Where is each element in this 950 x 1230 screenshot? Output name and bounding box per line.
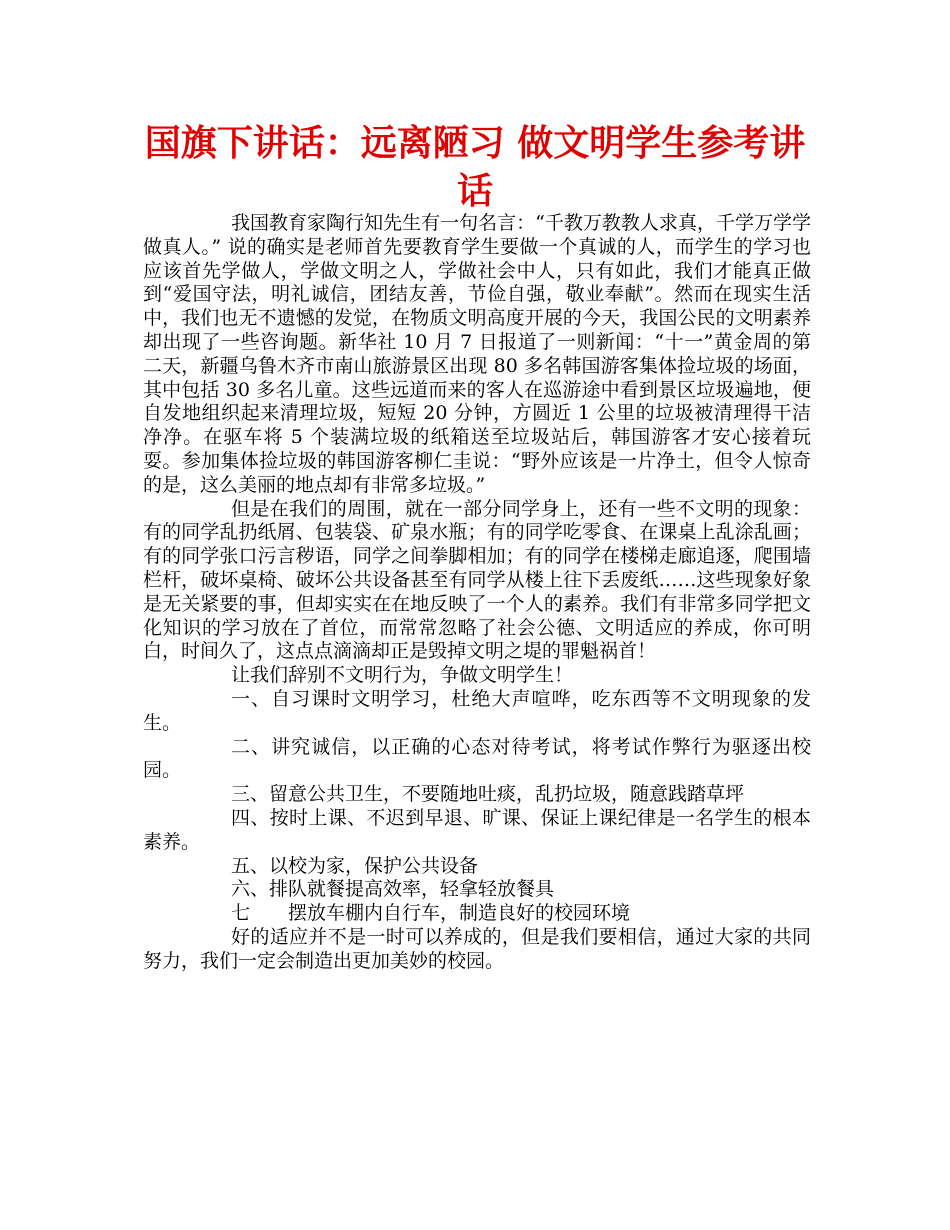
body-paragraph: 二、讲究诚信，以正确的心态对待考试，将考试作弊行为驱逐出校园。 (143, 735, 811, 782)
body-paragraph: 但是在我们的周围，就在一部分同学身上，还有一些不文明的现象：有的同学乱扔纸屑、包装袋、矿泉水瓶；有的同学吃零食、在课桌上乱涂乱画；有的同学张口污言秽语，同学之间拳脚相加；有的同学在楼梯走廊追逐，爬围墙栏杆，破坏桌椅、破坏公共设备甚至有同学从楼上往下丢废纸……这些现象好象是无关紧要的事，但却实实在在地反映了一个人的素养。我们有非常多同学把文化知识的学习放在了首位，而常常忽略了社会公德、文明适应的养成，你可明白，时间久了，这点点滴滴却正是毁掉文明之堤的罪魁祸首！ (143, 497, 811, 663)
body-paragraph: 好的适应并不是一时可以养成的，但是我们要相信，通过大家的共同努力，我们一定会制造出更加美妙的校园。 (143, 925, 811, 972)
body-paragraph: 四、按时上课、不迟到早退、旷课、保证上课纪律是一名学生的根本素养。 (143, 806, 811, 853)
body-paragraph: 我国教育家陶行知先生有一句名言：“千教万教教人求真，千学万学学做真人。” 说的确实是老师首先要教育学生要做一个真诚的人，而学生的学习也应该首先学做人，学做文明之人，学做社会中人，只有如此，我们才能真正做到“爱国守法，明礼诚信，团结友善，节俭自强，敬业奉献”。然而在现实生活中，我们也无不遗憾的发觉，在物质文明高度开展的今天，我国公民的文明素养却出现了一些咨询题。新华社 10 月 7 日报道了一则新闻：“十一”黄金周的第二天，新疆乌鲁木齐市南山旅游景区出现 80 多名韩国游客集体捡垃圾的场面，其中包括 30 多名儿童。这些远道而来的客人在巡游途中看到景区垃圾遍地，便自发地组织起来清理垃圾，短短 20 分钟，方圆近 1 公里的垃圾被清理得干洁净净。在驱车将 5 个装满垃圾的纸箱送至垃圾站后，韩国游客才安心接着玩耍。参加集体捡垃圾的韩国游客柳仁圭说：“野外应该是一片净土，但令人惊奇的是，这么美丽的地点却有非常多垃圾。” (143, 212, 811, 496)
body-paragraph: 三、留意公共卫生，不要随地吐痰，乱扔垃圾，随意践踏草坪 (231, 783, 745, 806)
body-paragraph: 七 摆放车棚内自行车，制造良好的校园环境 (231, 902, 631, 925)
body-paragraph: 五、以校为家，保护公共设备 (231, 854, 479, 877)
body-paragraph: 六、排队就餐提高效率，轻拿轻放餐具 (231, 878, 555, 901)
document-title: 国旗下讲话：远离陋习 做文明学生参考讲话 (144, 123, 806, 212)
document-body (143, 212, 811, 974)
body-paragraph: 一、自习课时文明学习，杜绝大声喧哗，吃东西等不文明现象的发生。 (143, 687, 811, 734)
body-paragraph: 让我们辞别不文明行为，争做文明学生！ (231, 664, 574, 687)
